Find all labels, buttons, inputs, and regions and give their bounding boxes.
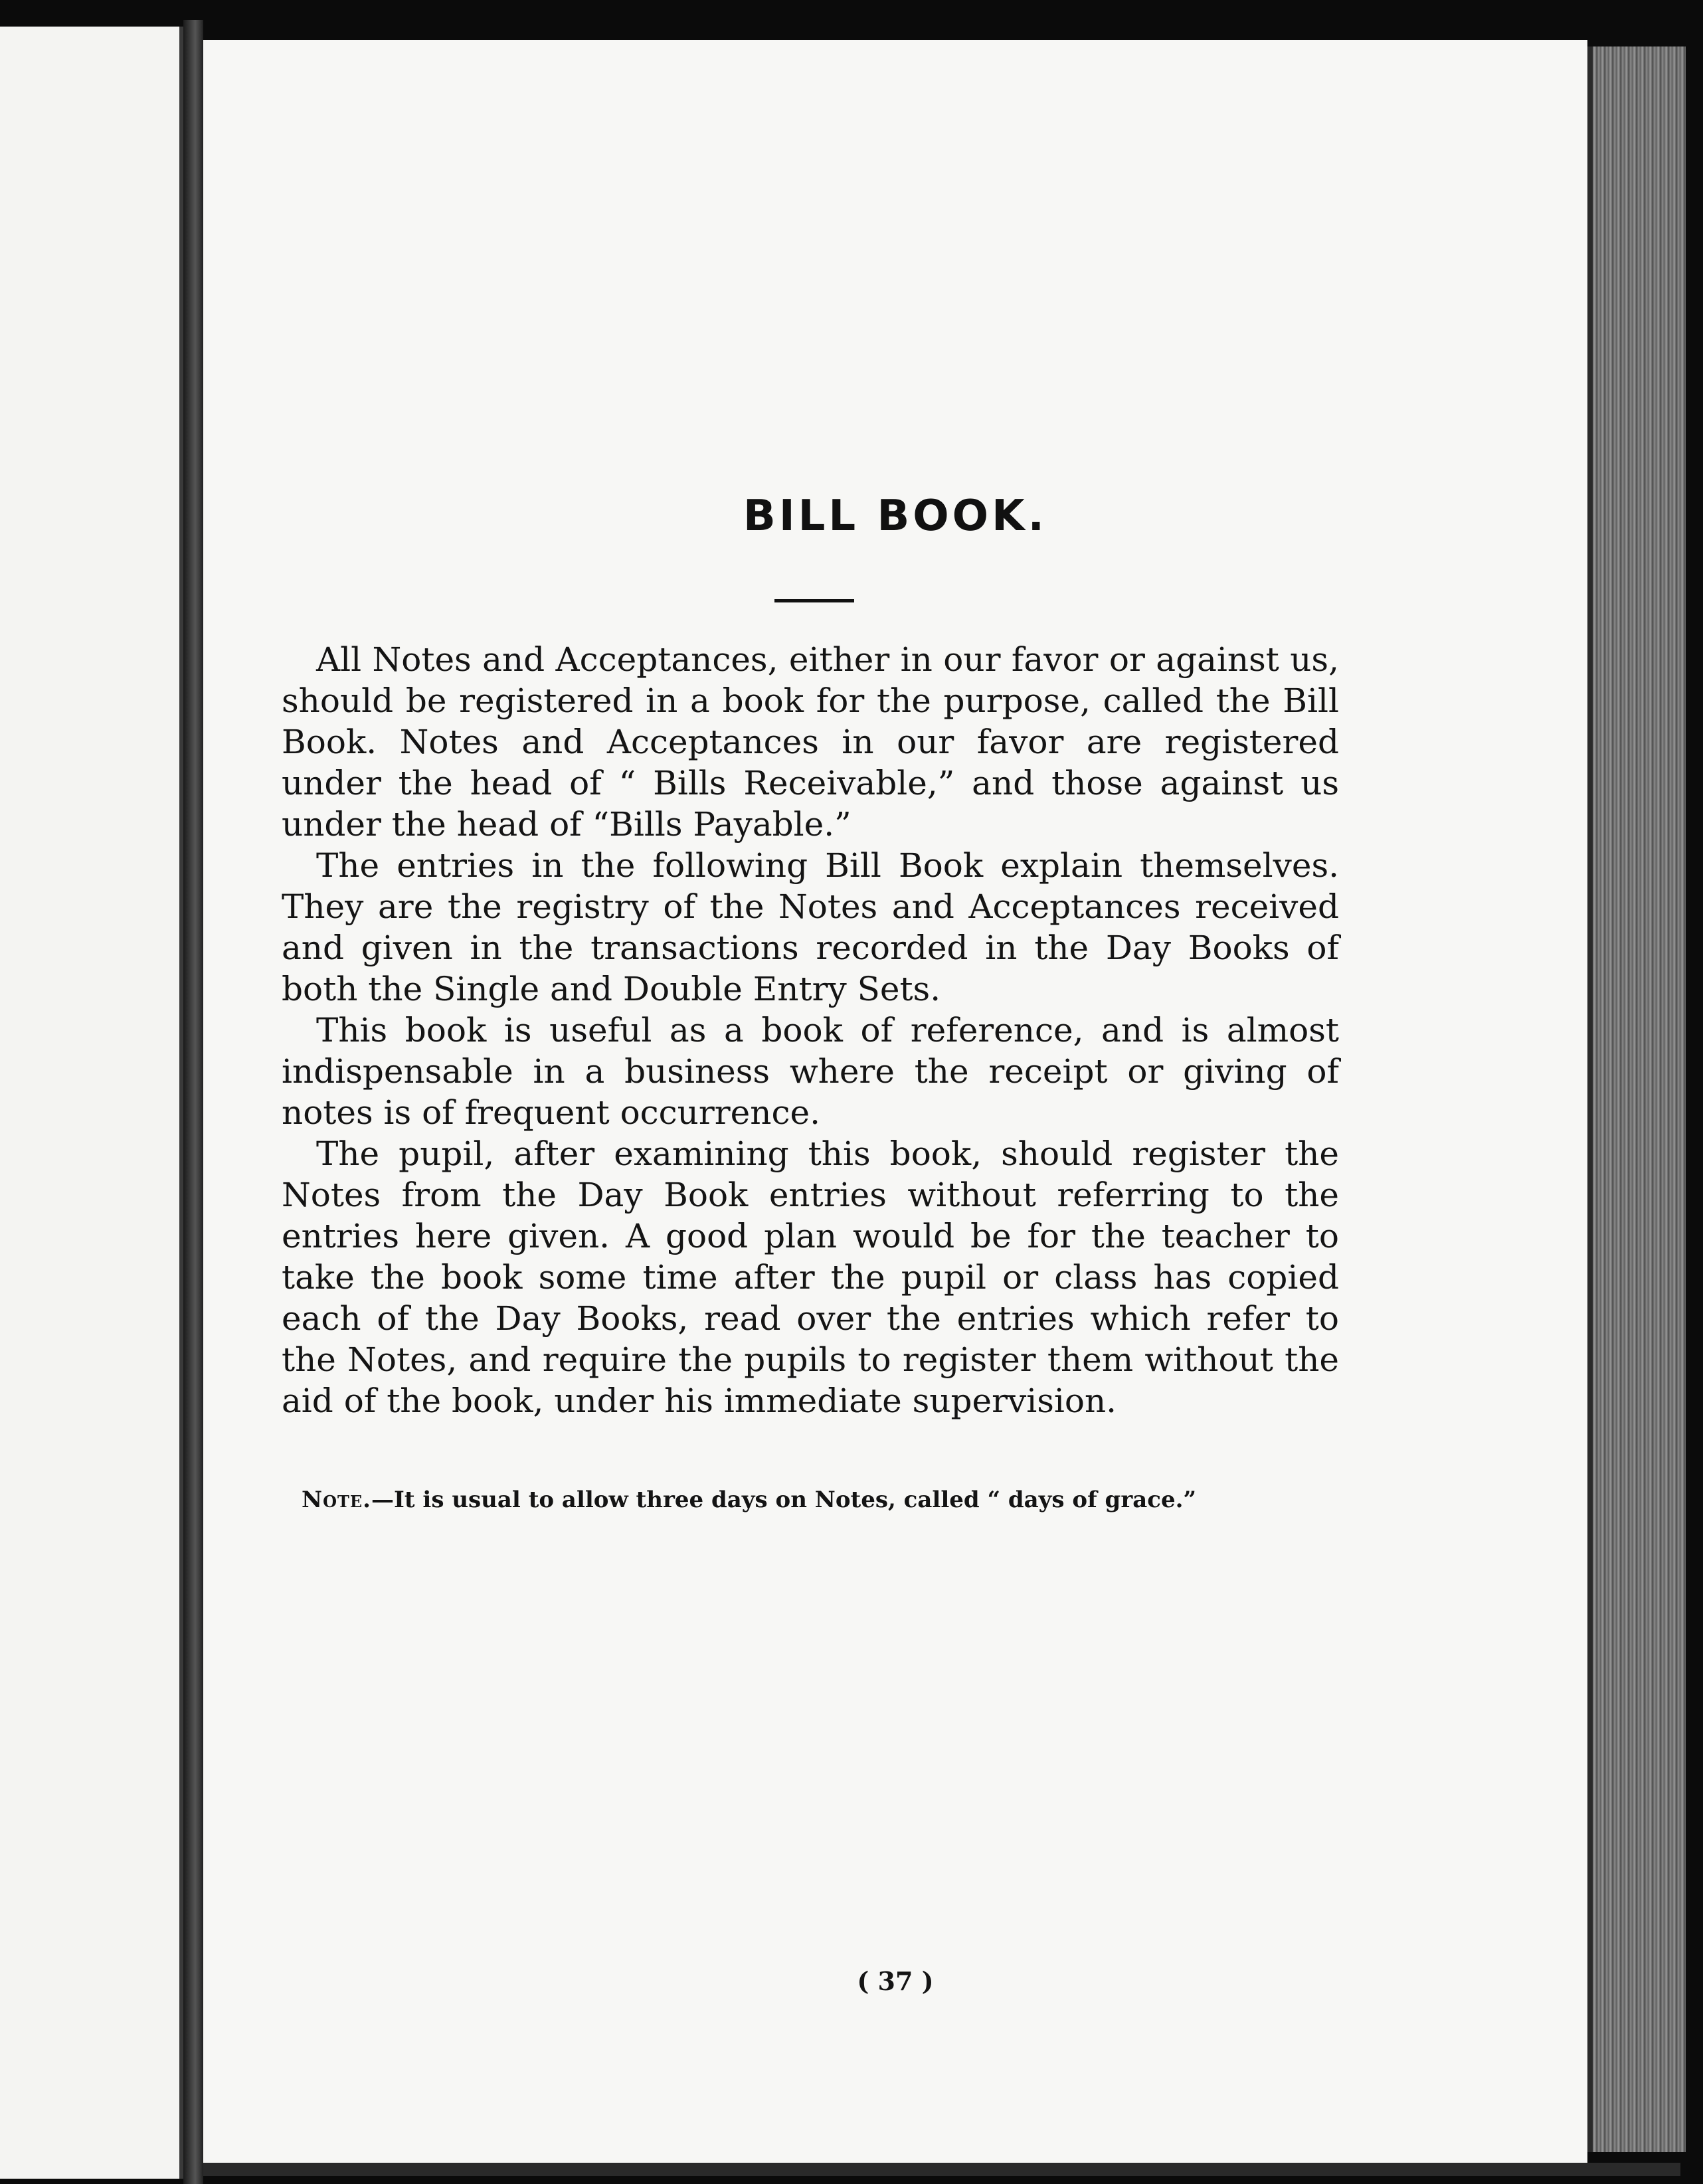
- body-text: [282, 639, 1339, 1421]
- page: [203, 40, 1587, 2165]
- footnote: [302, 1485, 1338, 1514]
- page-title: BILL BOOK.: [743, 492, 1047, 541]
- page-edges: [1587, 46, 1686, 2152]
- paragraph-4: The pupil, after examining this book, should register the Notes from the Day Book entries without referring to the entries here given. A good plan would be for the teacher to take the book some time after the pupil or class has copied each of the Day Books, read over the entries which refer to the Notes, and require the pupils to register them without the aid of the book, under his immediate supervision.: [282, 1135, 1339, 1420]
- paragraph-3: This book is useful as a book of reference, and is almost indispensable in a business where the receipt or giving of notes is of frequent occurrence.: [282, 1011, 1339, 1132]
- note-text: —It is usual to allow three days on Notes, called “ days of grace.”: [371, 1487, 1196, 1513]
- note-label: Note.: [302, 1487, 371, 1513]
- title-rule: [774, 599, 854, 602]
- page-edges-bottom: [203, 2163, 1680, 2176]
- book-gutter: [183, 20, 203, 2184]
- page-number: ( 37 ): [857, 1966, 934, 1996]
- paragraph-1: All Notes and Acceptances, either in our favor or against us, should be registered in a book for the purpose, called the Bill Book. Notes and Acceptances in our favor are registered under the head of “ Bills Receivable,” and those against us under the head of “Bills Payable.”: [282, 640, 1339, 844]
- left-facing-page: [0, 27, 183, 2179]
- paragraph-2: The entries in the following Bill Book explain themselves. They are the registry of the Notes and Acceptances received and given in the transactions recorded in the Day Books of both the Single and Double Entry Sets.: [282, 846, 1339, 1008]
